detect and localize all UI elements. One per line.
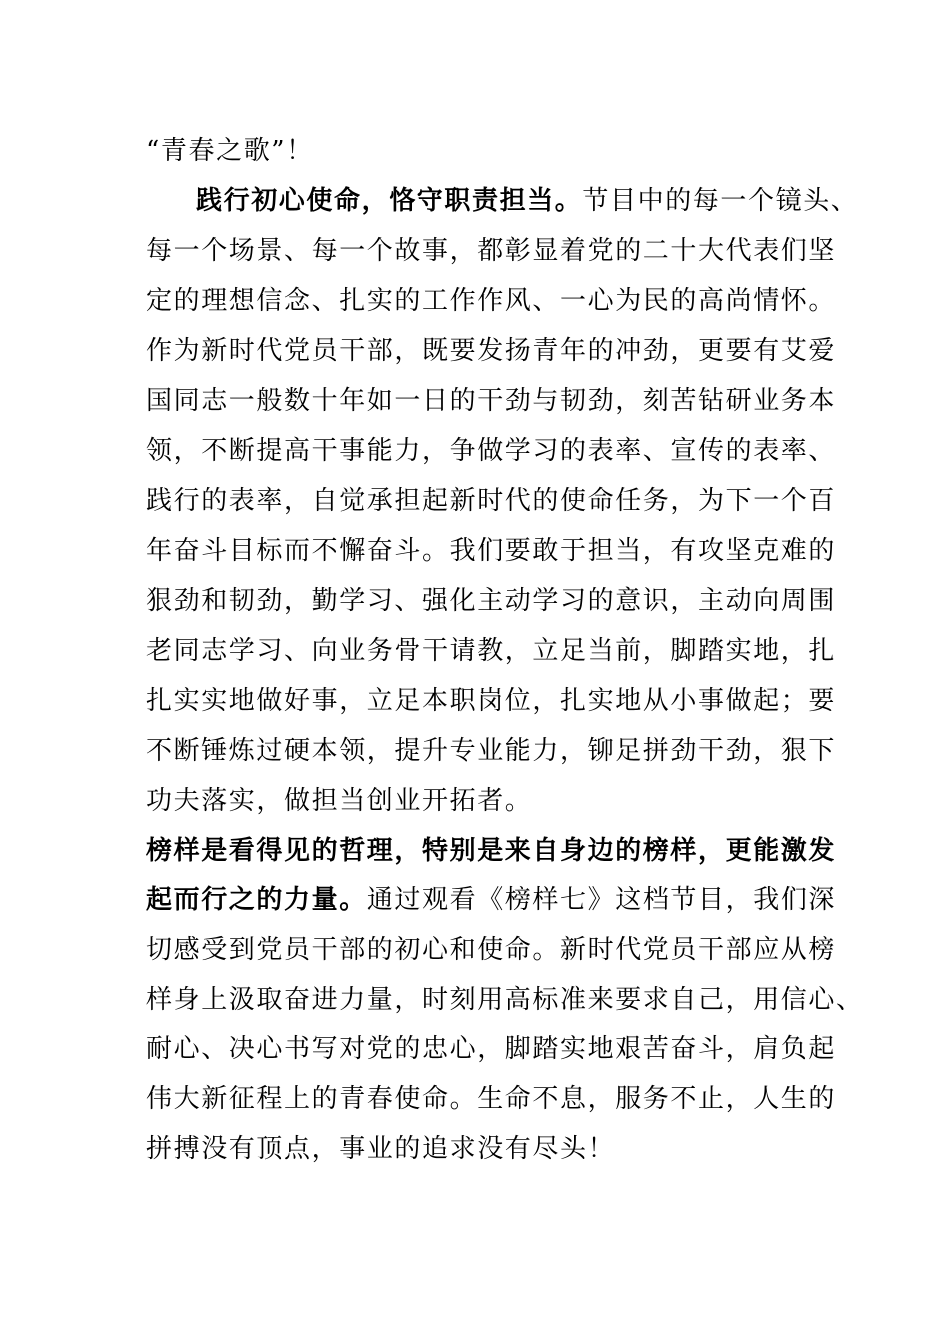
text-segment: “青春之歌”！	[146, 136, 314, 166]
text-line	[146, 883, 836, 917]
text-line	[146, 1032, 836, 1066]
text-line	[146, 784, 532, 818]
text-line	[146, 584, 836, 618]
text-segment: 通过观看《榜样七》这档节目，我们深	[366, 885, 837, 915]
text-segment: 切感受到党员干部的初心和使命。新时代党员干部应从榜	[146, 935, 837, 965]
text-segment: 定的理想信念、扎实的工作作风、一心为民的高尚情怀。	[146, 286, 837, 316]
text-segment: 践行的表率，自觉承担起新时代的使命任务，为下一个百	[146, 486, 837, 516]
text-line	[146, 1082, 836, 1116]
text-segment: 不断锤炼过硬本领，提升专业能力，铆足拼劲干劲，狠下	[146, 736, 837, 766]
text-segment: 功夫落实，做担当创业开拓者。	[146, 786, 533, 816]
text-segment: 每一个场景、每一个故事，都彰显着党的二十大代表们坚	[146, 236, 837, 266]
text-segment: 狠劲和韧劲，勤学习、强化主动学习的意识，主动向周围	[146, 586, 837, 616]
text-line	[146, 983, 864, 1017]
text-segment: 拼搏没有顶点，事业的追求没有尽头！	[146, 1134, 616, 1164]
text-segment: 伟大新征程上的青春使命。生命不息，服务不止，人生的	[146, 1084, 837, 1114]
text-line	[196, 184, 858, 218]
text-line	[146, 234, 836, 268]
heading-sentence: 践行初心使命，恪守职责担当。	[196, 186, 583, 216]
text-segment: 国同志一般数十年如一日的干劲与韧劲，刻苦钻研业务本	[146, 386, 837, 416]
heading-sentence: 起而行之的力量。	[146, 885, 367, 915]
text-segment: 作为新时代党员干部，既要发扬青年的冲劲，更要有艾爱	[146, 336, 837, 366]
text-segment: 节目中的每一个镜头、	[582, 186, 859, 216]
text-line	[146, 384, 836, 418]
text-line	[146, 484, 836, 518]
text-segment: 年奋斗目标而不懈奋斗。我们要敢于担当，有攻坚克难的	[146, 536, 837, 566]
text-line	[146, 134, 314, 168]
text-line	[146, 334, 836, 368]
text-line	[146, 1132, 615, 1166]
text-line	[146, 434, 836, 468]
text-segment: 耐心、决心书写对党的忠心，脚踏实地艰苦奋斗，肩负起	[146, 1034, 837, 1064]
text-segment: 样身上汲取奋进力量，时刻用高标准来要求自己，用信心、	[146, 985, 864, 1015]
text-segment: 扎实实地做好事，立足本职岗位，扎实地从小事做起；要	[146, 686, 837, 716]
text-line	[146, 734, 836, 768]
text-line	[146, 634, 836, 668]
text-line	[146, 834, 836, 868]
text-segment: 领，不断提高干事能力，争做学习的表率、宣传的表率、	[146, 436, 837, 466]
text-line	[146, 684, 836, 718]
heading-sentence: 榜样是看得见的哲理，特别是来自身边的榜样，更能激发	[146, 836, 837, 866]
text-line	[146, 534, 836, 568]
text-line	[146, 284, 836, 318]
text-line	[146, 933, 836, 967]
text-segment: 老同志学习、向业务骨干请教，立足当前，脚踏实地，扎	[146, 636, 837, 666]
